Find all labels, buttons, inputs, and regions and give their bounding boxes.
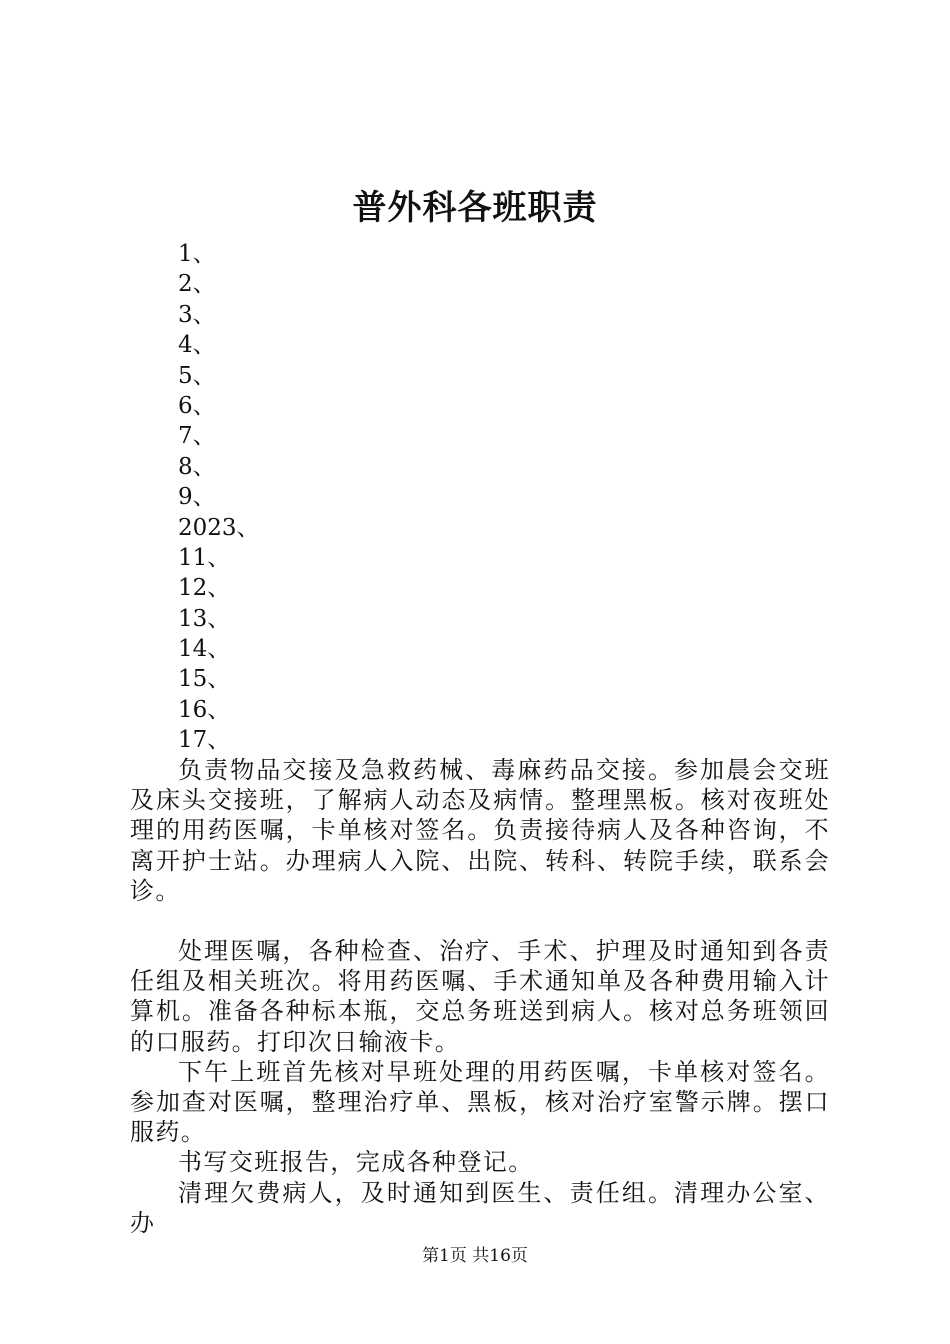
paragraph-order-processing: 处理医嘱，各种检查、治疗、手术、护理及时通知到各责任组及相关班次。将用药医嘱、手术通知单及各种费用输入计算机。准备各种标本瓶，交总务班送到病人。核对总务班领回的口服药。打印次日输液卡。 bbox=[130, 937, 830, 1056]
list-item: 15、 bbox=[178, 666, 231, 693]
numbered-list bbox=[178, 239, 260, 756]
paragraph-afternoon-duties: 下午上班首先核对早班处理的用药医嘱，卡单核对签名。参加查对医嘱，整理治疗单、黑板，核对治疗室警示牌。摆口服药。 bbox=[130, 1057, 830, 1147]
list-item: 11、 bbox=[178, 544, 231, 571]
paragraph-spacer bbox=[130, 906, 830, 936]
list-item: 5、 bbox=[178, 362, 216, 389]
document-title: 普外科各班职责 bbox=[352, 188, 598, 228]
page-footer: 第1页 共16页 bbox=[422, 1246, 528, 1266]
body-text bbox=[130, 755, 830, 1238]
list-item: 14、 bbox=[178, 636, 231, 663]
paragraph-cleanup: 清理欠费病人，及时通知到医生、责任组。清理办公室、办 bbox=[130, 1178, 830, 1237]
list-item: 16、 bbox=[178, 696, 231, 723]
list-item: 17、 bbox=[178, 727, 231, 754]
list-item: 1、 bbox=[178, 241, 216, 267]
list-item: 12、 bbox=[178, 575, 231, 602]
list-item: 9、 bbox=[178, 484, 216, 511]
list-item: 2023、 bbox=[178, 514, 260, 541]
list-item: 3、 bbox=[178, 301, 216, 328]
list-item: 2、 bbox=[178, 271, 216, 298]
list-item: 6、 bbox=[178, 392, 216, 419]
list-item: 7、 bbox=[178, 423, 216, 450]
list-item: 4、 bbox=[178, 332, 216, 359]
list-item: 13、 bbox=[178, 605, 231, 632]
paragraph-morning-duties: 负责物品交接及急救药械、毒麻药品交接。参加晨会交班及床头交接班，了解病人动态及病情。整理黑板。核对夜班处理的用药医嘱，卡单核对签名。负责接待病人及各种咨询，不离开护士站。办理病人入院、出院、转科、转院手续，联系会诊。 bbox=[130, 756, 830, 905]
list-item: 8、 bbox=[178, 453, 216, 480]
paragraph-shift-report: 书写交班报告，完成各种登记。 bbox=[178, 1148, 534, 1177]
